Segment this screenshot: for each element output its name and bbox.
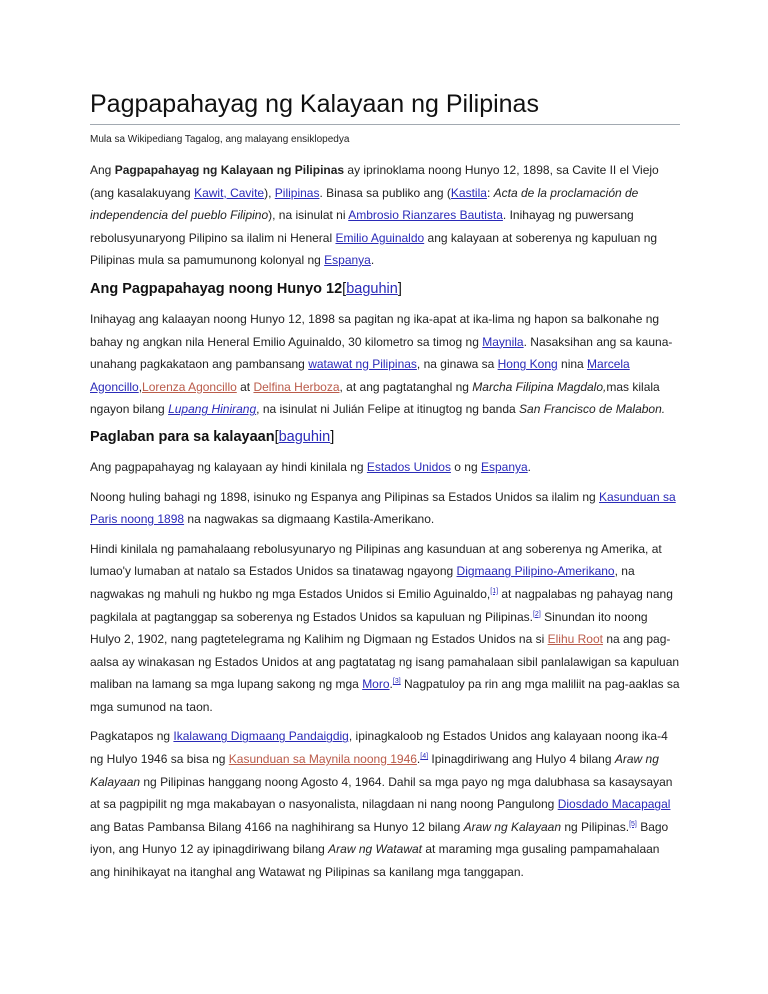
reference-2[interactable] [533, 611, 541, 618]
section2-paragraph-4 [90, 725, 680, 883]
text: . [389, 677, 393, 692]
bracket: [ [274, 428, 279, 445]
text: at [236, 379, 254, 394]
link-espanya[interactable]: Espanya [480, 459, 528, 474]
text: . Inihayag ng puwersang rebolusyunaryong Pilipino sa ilalim ni Heneral [90, 208, 634, 245]
link-watawat[interactable]: watawat ng Pilipinas [308, 357, 417, 372]
reference-link[interactable]: [3] [392, 678, 401, 686]
text: Pagkatapos ng [90, 729, 174, 744]
text: Noong huling bahagi ng 1898, isinuko ng Espanya ang Pilipinas sa Estados Unidos sa ilalim ng [90, 489, 599, 504]
link-kastila[interactable]: Kastila [450, 185, 487, 200]
text: . Nasaksihan ang sa kauna-unahang pagkakataon ang pambansang [90, 334, 673, 372]
edit-section-link[interactable]: baguhin [346, 280, 398, 297]
section2-paragraph-3 [90, 538, 680, 719]
text: at nagpalabas ng pahayag nang pagkilala at pagtanggap sa soberenya ng Estados Unidos sa kapuluan ng Pilipinas. [90, 586, 673, 624]
article-content [90, 88, 680, 884]
link-estados-unidos[interactable]: Estados Unidos [366, 459, 451, 474]
reference-link[interactable]: [5] [629, 820, 637, 828]
link-digmaang-pilipino-amerikano[interactable]: Digmaang Pilipino-Amerikano [456, 564, 615, 579]
italic-araw-ng-kalayaan: Araw ng Kalayaan [463, 819, 562, 834]
page-title: Pagpapahayag ng Kalayaan ng Pilipinas [90, 88, 680, 125]
text: na nagwakas sa digmaang Kastila-Amerikano. [184, 512, 435, 527]
text: ang Batas Pambansa Bilang 4166 na naghihirang sa Hunyo 12 bilang [90, 819, 464, 834]
text: , [138, 379, 143, 394]
italic-banda: San Francisco de Malabon. [519, 402, 666, 417]
text: Hindi kinilala ng pamahalaang rebolusyunaryo ng Pilipinas ang kasunduan at ang soberenya ng Amerika, at lumao'y lumaban at natalo sa Estados Unidos sa tinatawag ngayong [90, 541, 662, 579]
text: Inihayag ang kalaayan noong Hunyo 12, 1898 sa pagitan ng ika-apat at ika-lima ng hapon sa balkonahe ng bahay ng angkan nila Heneral Emilio Aguinaldo, 30 kilometro sa timog ng [90, 311, 660, 349]
text: , at ang pagtatanghal ng [339, 379, 473, 394]
reference-5[interactable] [629, 821, 637, 828]
text: Bago iyon, ang Hunyo 12 ay ipinagdiriwang bilang [90, 819, 669, 857]
intro-paragraph [90, 159, 680, 272]
text: ), [264, 185, 275, 200]
section-heading-text: Ang Pagpapahayag noong Hunyo 12 [90, 280, 343, 297]
italic-marcha: Marcha Filipina Magdalo, [472, 379, 607, 394]
link-maynila[interactable]: Maynila [482, 334, 524, 349]
site-tagline: Mula sa Wikipediang Tagalog, ang malayang ensiklopedya [90, 134, 350, 145]
text: . [416, 752, 421, 767]
reference-link[interactable]: [1] [490, 587, 499, 595]
link-ambrosio-bautista[interactable]: Ambrosio Rianzares Bautista [348, 208, 503, 223]
link-ikalawang-digmaang-pandaigdig[interactable]: Ikalawang Digmaang Pandaigdig [173, 729, 349, 744]
text: ), na isinulat ni [268, 208, 349, 223]
text: , na ginawa sa [416, 357, 498, 372]
text: Sinundan ito noong Hulyo 2, 1902, nang pagtetelegrama ng Kalihim ng Digmaan ng Estados Unidos na si [90, 609, 648, 647]
text: : [486, 185, 494, 200]
text: mas kilala ngayon bilang [90, 379, 660, 417]
link-diosdado-macapagal[interactable]: Diosdado Macapagal [557, 797, 671, 812]
italic-araw-ng-kalayaan: Araw ng Kalayaan [90, 752, 659, 789]
text: , na isinulat ni Julián Felipe at itinugtog ng banda [256, 402, 520, 417]
reference-4[interactable] [420, 753, 428, 760]
edit-section-link[interactable]: baguhin [278, 428, 331, 445]
bracket: ] [330, 428, 335, 445]
text: o ng [450, 459, 481, 474]
text: Nagpatuloy pa rin ang mga maliliit na pag-aaklas sa mga sumunod na taon. [90, 677, 680, 714]
redlink-lorenza-agoncillo[interactable]: Lorenza Agoncillo [142, 379, 237, 394]
link-kawit-cavite[interactable]: Kawit, Cavite [194, 185, 265, 200]
bracket: [ [342, 280, 347, 297]
reference-3[interactable] [393, 678, 401, 685]
text: Ang [90, 163, 115, 177]
bracket: ] [397, 280, 402, 297]
reference-link[interactable]: [4] [420, 753, 429, 761]
text: . [370, 253, 375, 268]
reference-1[interactable] [490, 588, 498, 595]
italic-acta-title: Acta de la proclamación de independencia del pueblo Filipino [90, 185, 639, 223]
text: ng Pilipinas. [561, 819, 630, 834]
section-heading-paglaban [90, 424, 680, 450]
text: . [527, 459, 532, 474]
text: ang kalayaan at soberenya ng kapuluan ng Pilipinas mula sa pamumunong kolonyal ng [90, 230, 658, 268]
text: ng Pilipinas hanggang noong Agosto 4, 1964. Dahil sa mga payo ng mga dalubhasa sa kasaysayan at sa pagpipilit ng mga makabayan o nasyonalista, nilagdaan ni nang noong Pangulong [90, 774, 673, 812]
link-moro[interactable]: Moro [362, 677, 390, 692]
text: na ang pag-aalsa ay winakasan ng Estados Unidos at ang pagtatatag ng isang pamahalaan sibil panlalawigan sa kapuluan maliban na lamang sa mga lupang sakong ng mga [90, 632, 680, 692]
redlink-delfina-herboza[interactable]: Delfina Herboza [253, 379, 340, 394]
link-espanya[interactable]: Espanya [324, 253, 371, 268]
link-emilio-aguinaldo[interactable]: Emilio Aguinaldo [335, 230, 425, 245]
text: nina [557, 357, 588, 372]
article-subject-bold: Pagpapahayag ng Kalayaan ng Pilipinas [114, 163, 345, 177]
reference-link[interactable]: [2] [532, 610, 541, 618]
section2-paragraph-1 [90, 456, 680, 479]
section-heading-pagpapahayag [90, 276, 680, 302]
link-kasunduan-paris[interactable]: Kasunduan sa Paris noong 1898 [90, 489, 676, 527]
link-marcela-agoncillo[interactable]: Marcela Agoncillo [90, 357, 630, 394]
text: ay iprinoklama noong Hunyo 12, 1898, sa Cavite II el Viejo (ang kasalakuyang [90, 163, 659, 200]
redlink-elihu-root[interactable]: Elihu Root [547, 632, 603, 647]
text: Ang pagpapahayag ng kalayaan ay hindi kinilala ng [90, 459, 367, 474]
text: . Binasa sa publiko ang ( [319, 185, 451, 200]
section2-paragraph-2 [90, 486, 680, 531]
text: Ipinagdiriwang ang Hulyo 4 bilang [428, 752, 615, 767]
italic-araw-ng-watawat: Araw ng Watawat [328, 842, 422, 857]
section-heading-text: Paglaban para sa kalayaan [90, 428, 275, 445]
link-pilipinas[interactable]: Pilipinas [274, 185, 320, 200]
text: , ipinagkaloob ng Estados Unidos ang kalayaan noong ika-4 ng Hulyo 1946 sa bisa ng [90, 729, 668, 767]
link-lupang-hinirang[interactable]: Lupang Hinirang [168, 402, 257, 417]
section1-paragraph [90, 308, 680, 421]
text: at maraming mga gusaling pampamahalaan ang hinihikayat na itanghal ang Watawat ng Pilipinas sa kanilang mga tanggapan. [90, 842, 660, 880]
redlink-kasunduan-maynila-1946[interactable]: Kasunduan sa Maynila noong 1946 [228, 752, 417, 767]
text: , na nagwakas ng mahuli ng hukbo ng mga Estados Unidos si Emilio Aguinaldo, [90, 564, 635, 601]
link-hong-kong[interactable]: Hong Kong [497, 357, 558, 372]
